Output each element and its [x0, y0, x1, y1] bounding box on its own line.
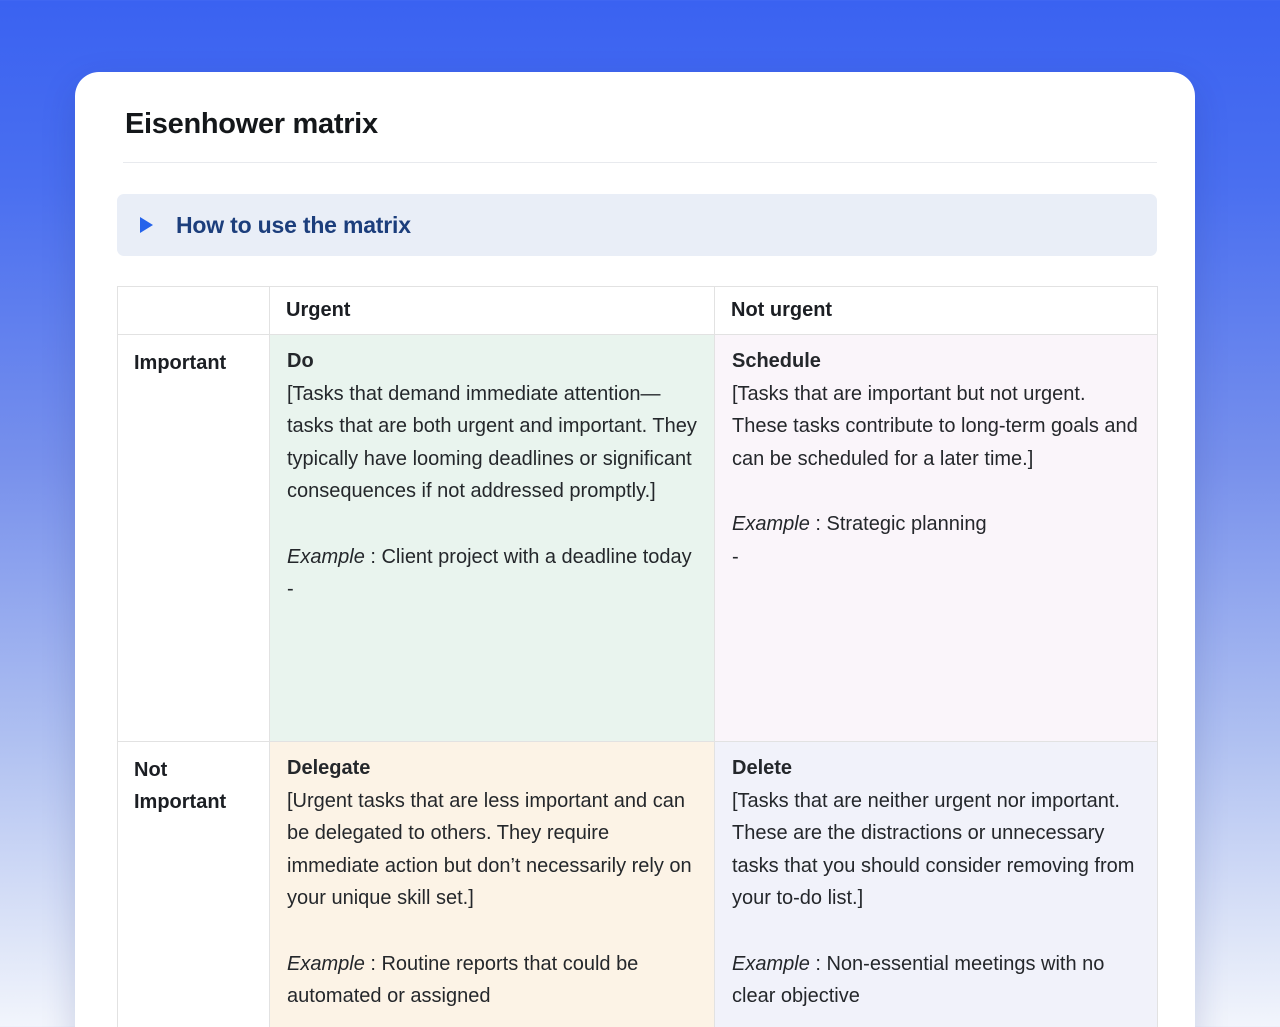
example-text: : Client project with a deadline today — [364, 545, 692, 568]
blank-line — [287, 508, 697, 541]
blank-line — [732, 475, 1140, 508]
matrix-row-important — [118, 335, 1158, 742]
cell-do-body: [Tasks that demand immediate attention—tasks that are both urgent and important. They typically have looming deadlines or significant consequences if not addressed promptly.] — [287, 382, 697, 503]
cell-delete-example — [732, 948, 1140, 1013]
example-label: Example — [732, 952, 810, 975]
example-label: Example — [732, 513, 810, 536]
cell-delete-body: [Tasks that are neither urgent nor important. These are the distractions or unnecessary tasks that you should consider removing from your to-do list.] — [732, 789, 1135, 910]
blank-line — [732, 915, 1140, 948]
cell-schedule-bullet: - — [732, 545, 739, 568]
toggle-collapsed-arrow-icon — [140, 217, 153, 233]
cell-delete[interactable] — [715, 742, 1158, 1027]
example-text: : Non-essential meetings with no clear objective — [732, 952, 1105, 1008]
cell-schedule-title: Schedule — [732, 350, 821, 373]
col-header-urgent[interactable]: Urgent — [270, 287, 715, 335]
toggle-label: How to use the matrix — [176, 211, 411, 238]
cell-schedule-body: [Tasks that are important but not urgent. These tasks contribute to long-term goals and can be scheduled for a later time.] — [732, 382, 1138, 470]
cell-delegate-body: [Urgent tasks that are less important and can be delegated to others. They require immediate action but don’t necessarily rely on your unique skill set.] — [287, 789, 692, 910]
cell-do-example — [287, 541, 697, 574]
cell-delegate[interactable] — [270, 742, 715, 1027]
example-text: : Routine reports that could be automated or assigned — [287, 952, 639, 1008]
example-label: Example — [287, 545, 365, 568]
cell-schedule[interactable] — [715, 335, 1158, 742]
col-header-not-urgent[interactable]: Not urgent — [715, 287, 1158, 335]
cell-do[interactable] — [270, 335, 715, 742]
row-header-important[interactable]: Important — [118, 335, 270, 742]
page-title: Eisenhower matrix — [125, 108, 378, 140]
cell-delegate-title: Delegate — [287, 757, 371, 780]
cell-delegate-example — [287, 948, 697, 1013]
eisenhower-matrix-table — [117, 286, 1158, 1027]
matrix-corner-cell[interactable] — [118, 287, 270, 335]
row-header-not-important[interactable]: Not Important — [118, 742, 270, 1027]
example-text: : Strategic planning — [809, 513, 987, 536]
title-divider — [123, 162, 1157, 163]
blank-line — [287, 915, 697, 948]
cell-do-title: Do — [287, 350, 314, 373]
cell-do-bullet: - — [287, 578, 294, 601]
cell-schedule-example — [732, 508, 1140, 541]
matrix-row-not-important — [118, 742, 1158, 1027]
how-to-use-toggle[interactable] — [117, 194, 1157, 256]
cell-delete-title: Delete — [732, 757, 793, 780]
template-card — [75, 72, 1195, 1027]
matrix-header-row — [118, 287, 1158, 335]
example-label: Example — [287, 952, 365, 975]
